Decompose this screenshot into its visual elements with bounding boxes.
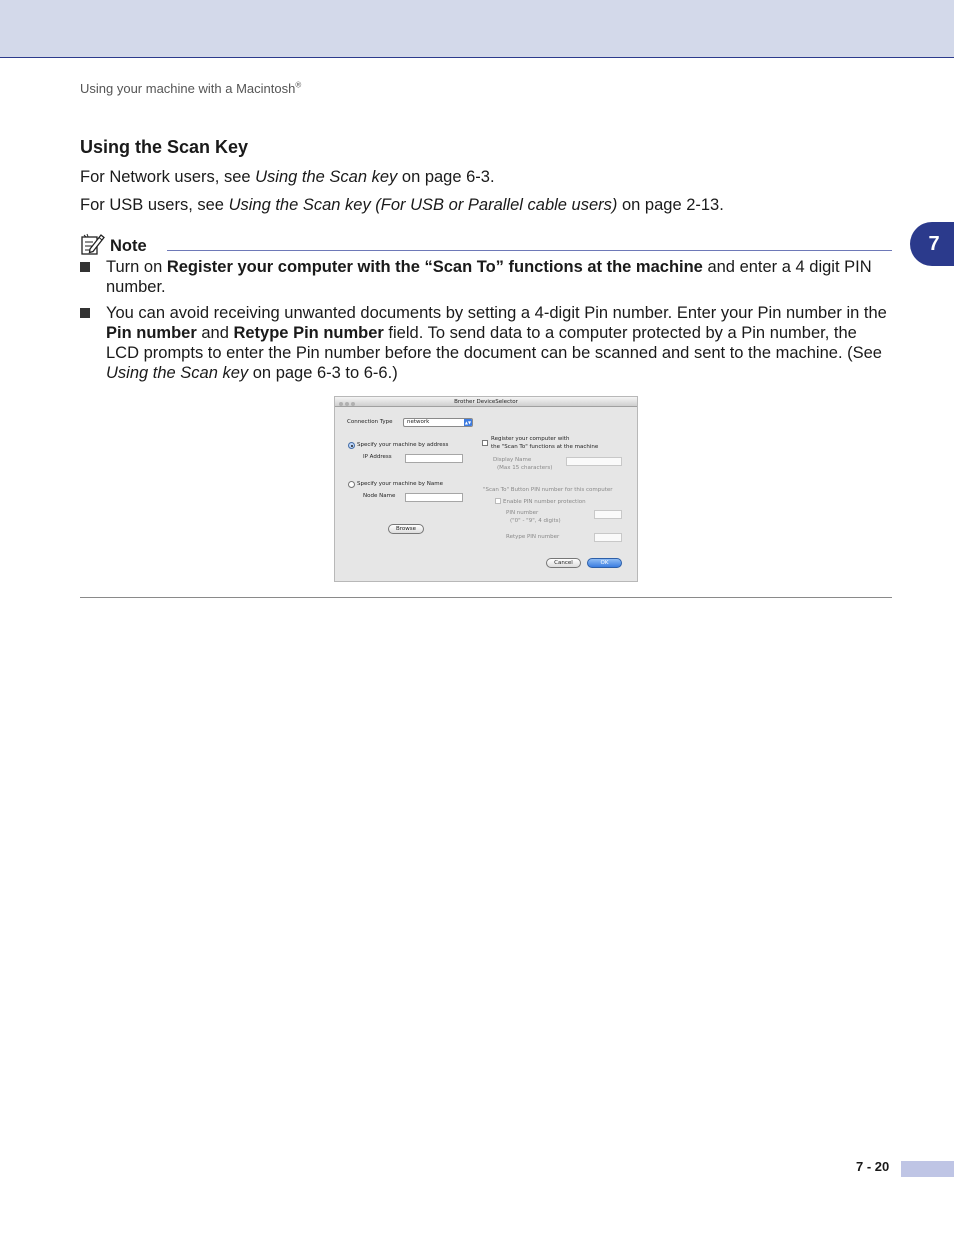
page-number-bar	[901, 1161, 954, 1177]
by-address-radio[interactable]	[348, 442, 355, 449]
pin-number-label: PIN number	[506, 510, 539, 516]
by-name-label: Specify your machine by Name	[357, 481, 443, 487]
node-name-label: Node Name	[363, 493, 396, 499]
cancel-button[interactable]: Cancel	[546, 558, 581, 568]
chapter-tab[interactable]: 7	[910, 222, 954, 266]
cross-reference-link[interactable]: Using the Scan key (For USB or Parallel cable users)	[228, 196, 618, 214]
node-name-input[interactable]	[405, 493, 463, 502]
note-bullet-pin: You can avoid receiving unwanted documents by setting a 4-digit Pin number. Enter your Pin number in the Pin number and Retype Pin number field. To send data to a computer protected by a Pin number, the LCD prompts to enter the Pin number before the document can be scanned and sent to the machine. (See Using the Scan key on page 6-3 to 6-6.)	[80, 303, 892, 383]
note-heading	[80, 232, 892, 256]
device-selector-dialog	[334, 396, 638, 582]
section-title: Using the Scan Key	[80, 137, 249, 157]
note-pencil-icon	[80, 232, 106, 256]
by-name-radio[interactable]	[348, 481, 355, 488]
page-number: 7 - 20	[856, 1159, 890, 1174]
network-users-paragraph: For Network users, see Using the Scan key on page 6-3.	[80, 168, 495, 186]
connection-type-select[interactable]: network ▲▼	[403, 418, 473, 427]
note-bullet-register: Turn on Register your computer with the “Scan To” functions at the machine and enter a 4 digit PIN number.	[80, 257, 892, 297]
cross-reference-link[interactable]: Using the Scan key	[106, 364, 249, 382]
window-buttons-icon	[339, 400, 357, 410]
pin-number-hint: ("0" - "9", 4 digits)	[510, 518, 561, 524]
connection-type-label: Connection Type	[347, 419, 393, 425]
display-name-input[interactable]	[566, 457, 622, 466]
top-header-band	[0, 0, 954, 58]
usb-users-paragraph: For USB users, see Using the Scan key (For USB or Parallel cable users) on page 2-13.	[80, 196, 724, 214]
display-name-label: Display Name	[493, 457, 532, 463]
note-divider	[167, 250, 892, 251]
enable-pin-label: Enable PIN number protection	[503, 499, 586, 505]
running-header: Using your machine with a Macintosh®	[80, 80, 302, 96]
by-address-label: Specify your machine by address	[357, 442, 449, 448]
enable-pin-checkbox[interactable]	[495, 498, 501, 504]
browse-button[interactable]: Browse	[388, 524, 424, 534]
dialog-title: Brother DeviceSelector	[454, 399, 518, 405]
pin-section-label: "Scan To" Button PIN number for this computer	[483, 487, 613, 493]
register-checkbox[interactable]	[482, 440, 488, 446]
retype-pin-label: Retype PIN number	[506, 534, 560, 540]
display-name-hint: (Max 15 characters)	[497, 465, 553, 471]
select-arrows-icon: ▲▼	[464, 420, 472, 425]
register-label-line2: the "Scan To" functions at the machine	[491, 444, 599, 450]
ip-address-input[interactable]	[405, 454, 463, 463]
ok-button[interactable]: OK	[587, 558, 622, 568]
retype-pin-input[interactable]	[594, 533, 622, 542]
register-label-line1: Register your computer with	[491, 436, 570, 442]
pin-number-input[interactable]	[594, 510, 622, 519]
cross-reference-link[interactable]: Using the Scan key	[255, 168, 398, 186]
bullet-square-icon	[80, 262, 90, 272]
section-divider	[80, 597, 892, 598]
ip-address-label: IP Address	[363, 454, 392, 460]
dialog-title-bar	[335, 397, 637, 407]
bullet-square-icon	[80, 308, 90, 318]
note-label: Note	[110, 237, 147, 255]
